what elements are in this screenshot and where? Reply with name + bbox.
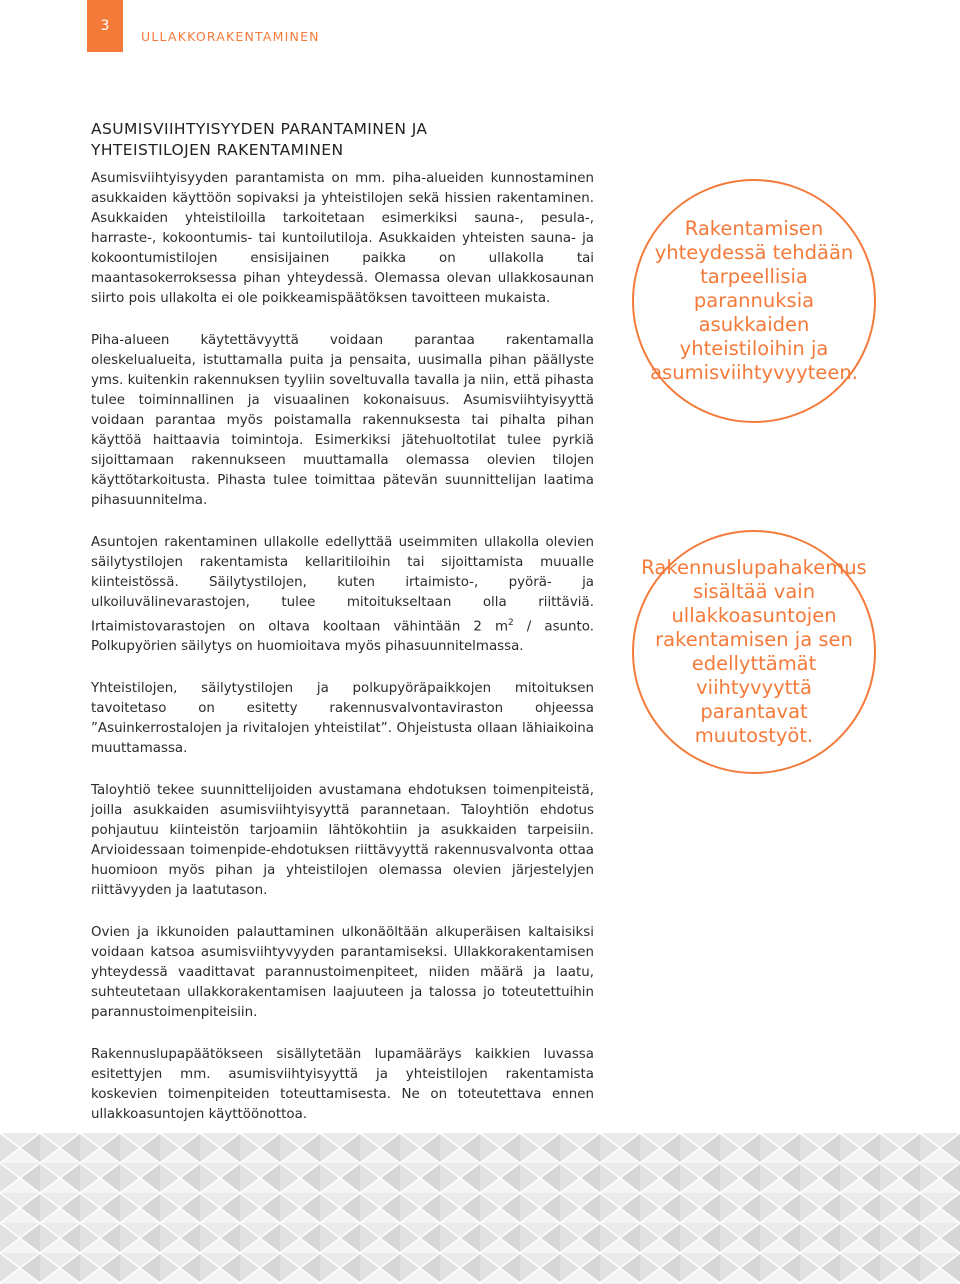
callout-text-2: Rakennuslupahakemus sisältää vain ullakkoasuntojen rakentamisen ja sen edellyttämät viihtyvyyttä parantavat muutostyöt. xyxy=(641,556,867,747)
article-body xyxy=(91,119,594,1147)
paragraph-3-text: Asuntojen rakentaminen ullakolle edellyttää useimmiten ullakolla olevien säilytystilojen rakentamista kellaritiloihin tai sijoittamista muualle kiinteistössä. Säilytystilojen, kuten irtaimisto-, pyörä- ja ulkoiluvälinevarastojen, tulee mitoitukseltaan olla riittäviä. Irtaimistovarastojen on oltava kooltaan vähintään 2 m xyxy=(91,535,594,635)
callout-circle-2 xyxy=(632,530,876,774)
heading-line-2: YHTEISTILOJEN RAKENTAMINEN xyxy=(91,141,344,159)
paragraph-3 xyxy=(91,533,594,657)
page-number: 3 xyxy=(100,18,110,34)
superscript-2: 2 xyxy=(508,618,514,628)
paragraph-1: Asumisviihtyisyyden parantamista on mm. piha-alueiden kunnostaminen asukkaiden käyttöön sopivaksi ja yhteistilojen sekä hissien rakentaminen. Asukkaiden yhteistiloilla tarkoitetaan esimerkiksi sauna-, pesula-, harraste-, kokoontumis- tai kuntoilutiloja. Asukkaiden yhteisten sauna- ja kokoontumistilojen ensisijainen paikka on ullakolla tai maantasokerroksessa pihan yhteydessä. Olemassa olevan ullakkosaunan siirto pois ullakolta ei ole poikkeamispäätöksen tavoitteen mukaista. xyxy=(91,171,594,306)
heading-line-1: ASUMISVIIHTYISYYDEN PARANTAMINEN JA xyxy=(91,120,428,138)
callout-text-1: Rakentamisen yhteydessä tehdään tarpeellisia parannuksia asukkaiden yhteistiloihin ja asumisviihtyvyyteen. xyxy=(650,217,858,384)
paragraph-5: Taloyhtiö tekee suunnittelijoiden avustamana ehdotuksen toimenpiteistä, joilla asukkaiden asumisviihtyisyyttä parannetaan. Taloyhtiön ehdotus pohjautuu kiinteistön tarjoamiin lähtökohtiin ja asukkaiden tarpeisiin. Arvioidessaan toimenpide-ehdotuksen riittävyyttä rakennusvalvonta ottaa huomioon myös pihan ja yhteistilojen olemassa olevien järjestelyjen riittävyyden ja laatutason. xyxy=(91,783,594,899)
page-number-tab xyxy=(87,0,123,52)
decorative-triangle-pattern xyxy=(0,1133,960,1284)
paragraph-4: Yhteistilojen, säilytystilojen ja polkupyöräpaikkojen mitoituksen tavoitetaso on esitetty rakennusvalvontaviraston ohjeessa ”Asuinkerrostalojen ja rivitalojen yhteistilat”. Ohjeistusta ollaan lähiaikoina muuttamassa. xyxy=(91,681,594,757)
article-heading xyxy=(91,119,594,161)
section-label: ULLAKKORAKENTAMINEN xyxy=(141,29,320,44)
paragraph-2: Piha-alueen käytettävyyttä voidaan parantaa rakentamalla oleskelualueita, istuttamalla puita ja pensaita, uusimalla pihan päällyste yms. kuitenkin rakennuksen tyyliin soveltuvalla tavalla ja niin, että pihasta tulee toiminnallinen ja visuaalinen kokonaisuus. Asumisviihtyisyyttä voidaan parantaa myös poistamalla rakennuksesta tai pihalta pihan käyttöä haittaavia toimintoja. Esimerkiksi jätehuoltotilat tulee pyrkiä sijoittamaan rakennukseen muuttamalla olemassa olevien tilojen käyttötarkoitusta. Pihasta tulee toimittaa pätevän suunnittelijan laatima pihasuunnitelma. xyxy=(91,333,594,508)
callout-circle-1 xyxy=(632,179,876,423)
paragraph-6: Ovien ja ikkunoiden palauttaminen ulkonäöltään alkuperäisen kaltaisiksi voidaan katsoa asumisviihtyvyyden parantamiseksi. Ullakkorakentamisen yhteydessä vaadittavat parannustoimenpiteet, niiden määrä ja laatu, suhteutetaan ullakkorakentamisen laajuuteen ja talossa jo toteutettuihin parannustoimenpiteisiin. xyxy=(91,925,594,1021)
paragraph-3-text-end: / asunto. Polkupyörien säilytys on huomioitava myös pihasuunnitelmassa. xyxy=(91,619,594,655)
paragraph-7: Rakennuslupapäätökseen sisällytetään lupamääräys kaikkien luvassa esitettyjen mm. asumisviihtyisyyttä ja yhteistilojen rakentamista koskevien toimenpiteiden toteuttamisesta. Ne on toteutettava ennen ullakkoasuntojen käyttöönottoa. xyxy=(91,1047,594,1123)
